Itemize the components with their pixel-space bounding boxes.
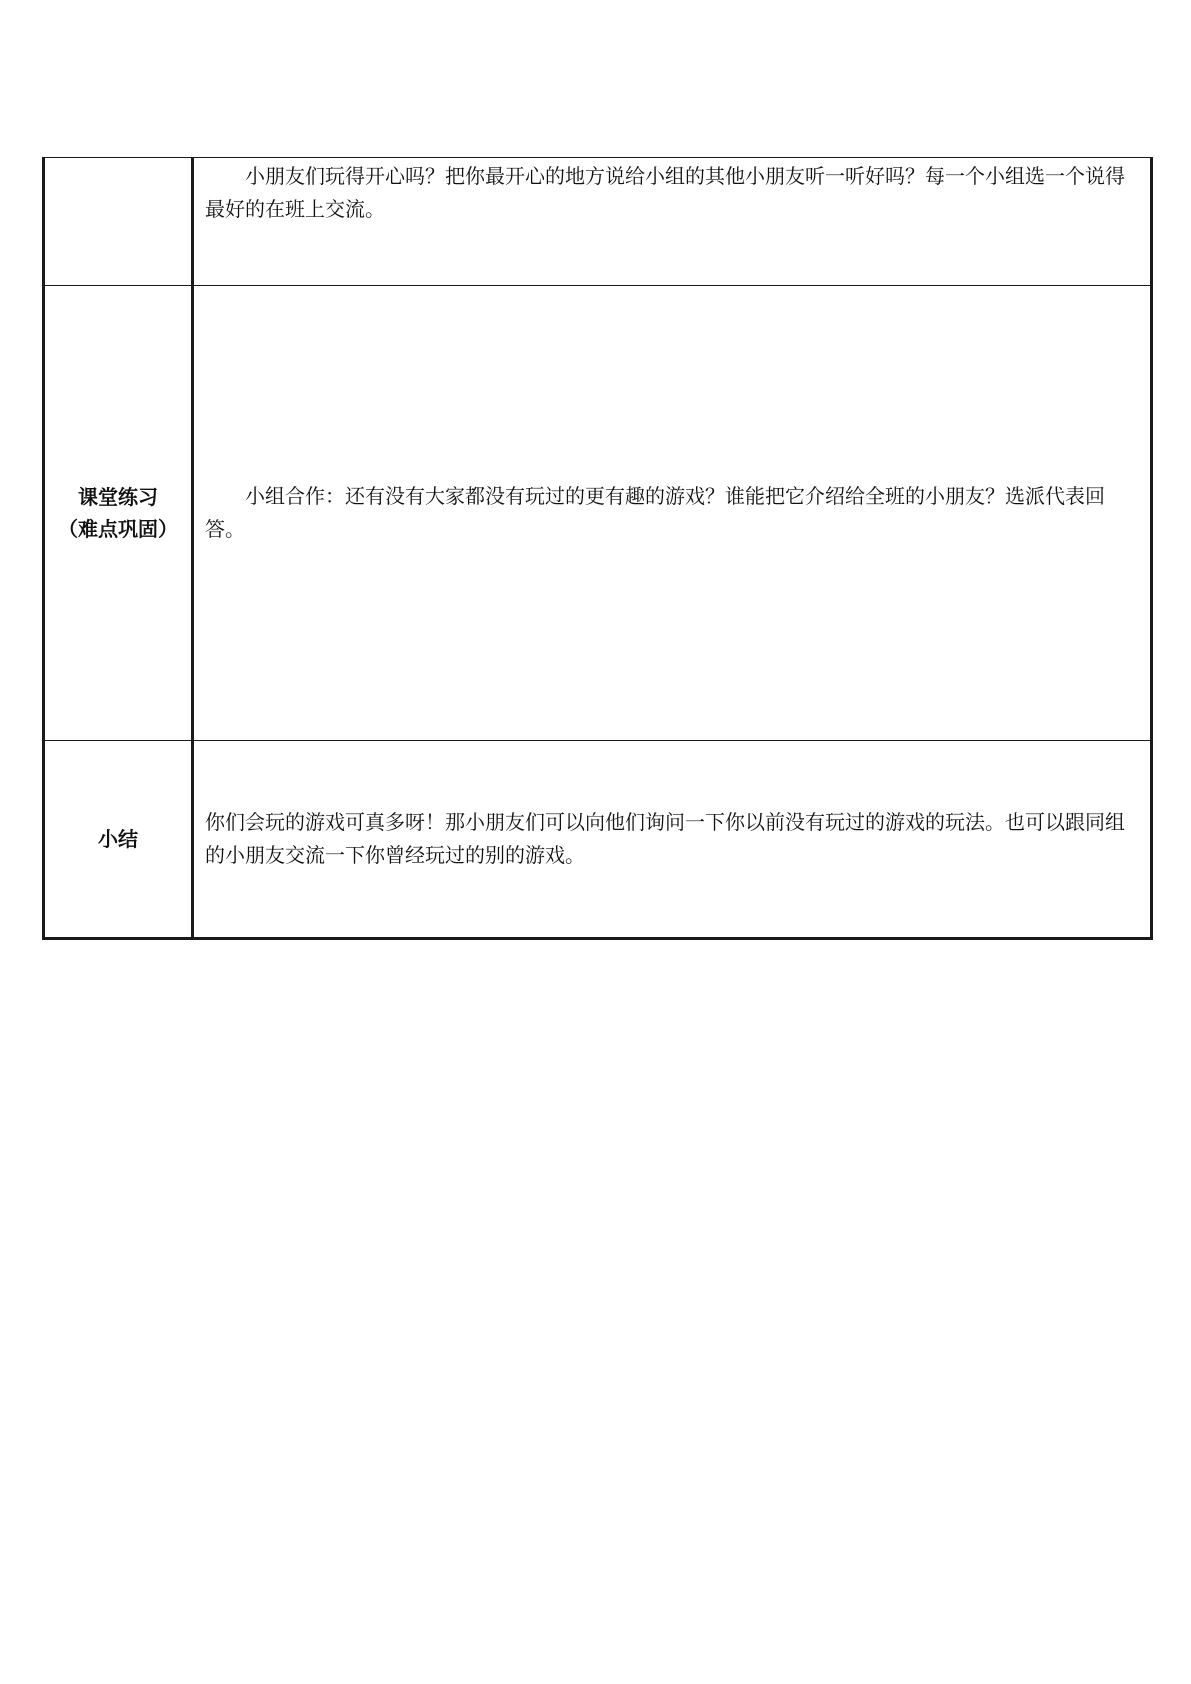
- row-label: 课堂练习: [78, 485, 158, 509]
- practice-text: 小组合作：还有没有大家都没有玩过的更有趣的游戏？谁能把它介绍给全班的小朋友？选派代表回答。: [205, 484, 1105, 541]
- row-content-cell: [193, 158, 1152, 286]
- row-sublabel: （难点巩固）: [58, 517, 178, 541]
- row-label-cell: [44, 158, 193, 286]
- activity-text: 小朋友们玩得开心吗？把你最开心的地方说给小组的其他小朋友听一听好吗？每一个小组选一个说得最好的在班上交流。: [205, 164, 1125, 221]
- summary-text: 你们会玩的游戏可真多呀！那小朋友们可以向他们询问一下你以前没有玩过的游戏的玩法。也可以跟同组的小朋友交流一下你曾经玩过的别的游戏。: [205, 810, 1125, 867]
- lesson-plan-table: [42, 157, 1153, 940]
- row-label-cell: [44, 286, 193, 741]
- row-content-cell: [193, 286, 1152, 741]
- row-label-cell: [44, 741, 193, 939]
- table-row: [44, 158, 1152, 286]
- table-row: [44, 286, 1152, 741]
- row-label: 小结: [98, 827, 138, 851]
- table-row: [44, 741, 1152, 939]
- row-content-cell: [193, 741, 1152, 939]
